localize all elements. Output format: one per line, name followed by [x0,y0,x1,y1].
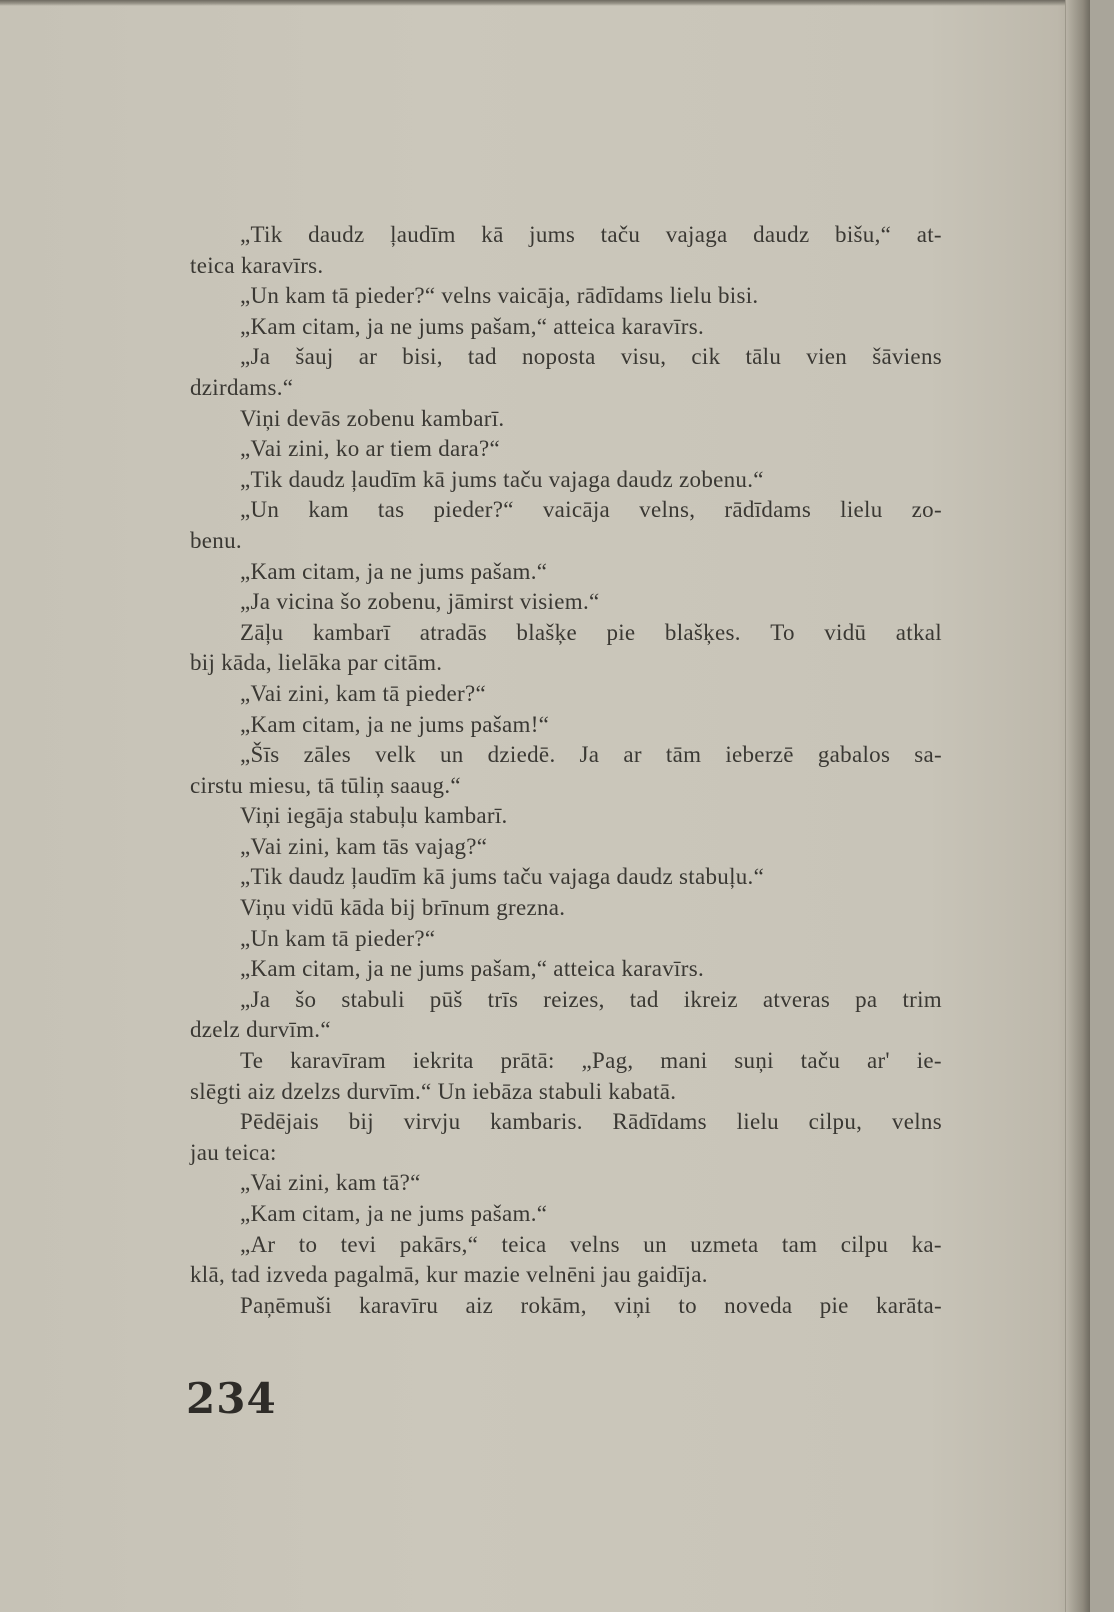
text-line: „Tik daudz ļaudīm kā jums taču vajaga daudz zobenu.“ [240,466,764,492]
page-number: 234 [186,1374,277,1423]
text-line: „Vai zini, ko ar tiem dara?“ [240,436,500,462]
text-line: „Kam citam, ja ne jums pašam,“ atteica karavīrs. [240,956,704,982]
page-edge [1065,0,1090,1612]
text-line: cirstu miesu, tā tūliņ saaug.“ [190,772,461,798]
text-line: „Kam citam, ja ne jums pašam.“ [240,1201,548,1226]
text-line: „Un kam tā pieder?“ velns vaicāja, rādīdams lielu bisi. [240,283,759,309]
text-line: Pēdējais bij virvju kambaris. Rādīdams lielu cilpu, velns [240,1109,942,1135]
text-line: dzelz durvīm.“ [190,1017,331,1043]
text-line: „Vai zini, kam tā pieder?“ [240,680,486,706]
text-line: dzirdams.“ [190,374,294,400]
text-line: „Ja šo stabuli pūš trīs reizes, tad ikreiz atveras pa trim [240,986,942,1012]
page-top-border [0,0,1090,6]
text-line: „Šīs zāles velk un dziedē. Ja ar tām ieberzē gabalos sa- [240,742,942,768]
text-line: „Tik daudz ļaudīm kā jums taču vajaga daudz stabuļu.“ [240,864,765,890]
text-line: Viņi devās zobenu kambarī. [240,405,505,431]
text-line: slēgti aiz dzelzs durvīm.“ Un iebāza stabuli kabatā. [190,1078,677,1104]
text-line: Viņi iegāja stabuļu kambarī. [240,803,508,829]
text-line: jau teica: [190,1139,277,1165]
text-line: „Ar to tevi pakārs,“ teica velns un uzmeta tam cilpu ka- [240,1231,942,1257]
text-line: „Un kam tā pieder?“ [240,925,436,951]
text-line: „Vai zini, kam tā?“ [240,1170,421,1196]
text-line: teica karavīrs. [190,252,324,278]
text-line: „Kam citam, ja ne jums pašam.“ [240,558,548,584]
text-line: „Ja vicina šo zobenu, jāmirst visiem.“ [240,589,600,615]
text-line: Zāļu kambarī atradās blašķe pie blašķes. To vidū atkal [240,619,942,645]
text-line: „Kam citam, ja ne jums pašam,“ atteica karavīrs. [240,313,704,339]
text-line: klā, tad izveda pagalmā, kur mazie velnēni jau gaidīja. [190,1262,708,1288]
text-line: „Kam citam, ja ne jums pašam!“ [240,711,550,737]
text-line: Viņu vidū kāda bij brīnum grezna. [240,895,566,921]
body-text [190,220,942,1321]
text-line: Te karavīram iekrita prātā: „Pag, mani suņi taču ar' ie- [240,1048,942,1074]
text-line: Paņēmuši karavīru aiz rokām, viņi to noveda pie karāta- [240,1292,942,1318]
text-line: „Vai zini, kam tās vajag?“ [240,833,488,859]
text-line: „Tik daudz ļaudīm kā jums taču vajaga daudz bišu,“ at- [240,222,942,247]
text-line: bij kāda, lielāka par citām. [190,650,443,676]
text-line: „Ja šauj ar bisi, tad noposta visu, cik tālu vien šāviens [240,344,942,370]
text-line: „Un kam tas pieder?“ vaicāja velns, rādīdams lielu zo- [240,497,942,523]
text-line: benu. [190,527,242,553]
